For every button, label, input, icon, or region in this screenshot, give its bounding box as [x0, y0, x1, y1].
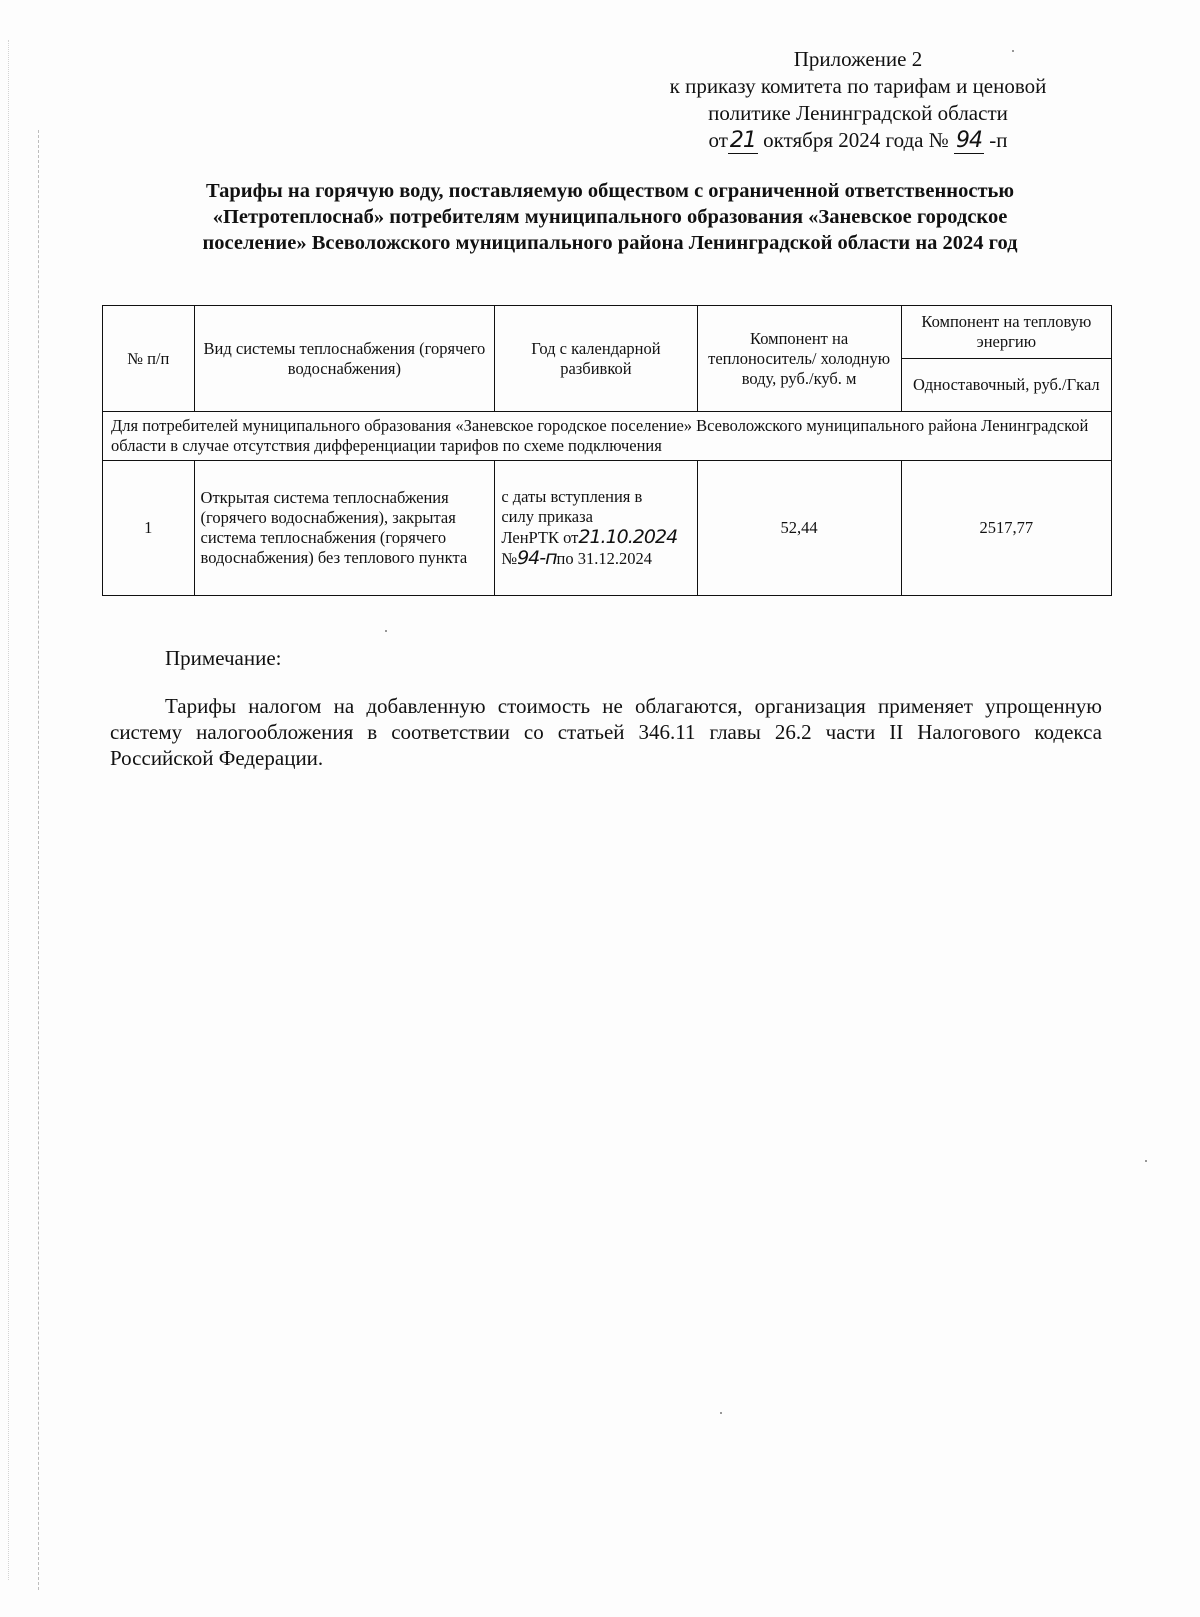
table-header-row	[103, 306, 1112, 359]
order-suffix: -п	[989, 128, 1008, 152]
table-group-row	[103, 412, 1112, 461]
handwritten-day: 21	[729, 128, 756, 153]
date-rest: октября 2024 года №	[763, 128, 949, 152]
row-system: Открытая система теплоснабжения (горячего водоснабжения), закрытая система теплоснабжения (горячего водоснабжения) без теплового пункта	[194, 461, 495, 596]
note-text: Тарифы налогом на добавленную стоимость не облагаются, организация применяет упрощенную систему налогообложения в соответствии со статьей 346.11 главы 26.2 части II Налогового кодекса Российской Федерации.	[110, 694, 1102, 770]
appendix-header	[598, 46, 1118, 154]
header-system: Вид системы теплоснабжения (горячего водоснабжения)	[194, 306, 495, 412]
header-num: № п/п	[103, 306, 195, 412]
header-heat-sub: Одноставочный, руб./Гкал	[901, 359, 1111, 412]
period-line: по 31.12.2024	[556, 549, 652, 568]
period-line: с даты вступления в	[501, 487, 643, 506]
title-line: «Петротеплоснаб» потребителям муниципального образования «Заневское городское	[212, 206, 1008, 228]
scan-speck	[1145, 1160, 1147, 1162]
period-line: ЛенРТК от	[501, 528, 579, 547]
appendix-line: политике Ленинградской области	[708, 101, 1008, 125]
note-label: Примечание:	[165, 646, 282, 670]
header-heat: Компонент на тепловую энергию	[901, 306, 1111, 359]
date-prefix: от	[708, 128, 728, 152]
header-coolant: Компонент на теплоноситель/ холодную воду, руб./куб. м	[697, 306, 901, 412]
title-line: Тарифы на горячую воду, поставляемую обществом с ограниченной ответственностью	[205, 180, 1015, 202]
document-title	[110, 178, 1110, 256]
tariff-table	[102, 305, 1112, 596]
scan-artifact	[38, 130, 39, 1590]
scan-speck	[1012, 50, 1014, 52]
header-year: Год с календарной разбивкой	[495, 306, 697, 412]
group-description: Для потребителей муниципального образования «Заневское городское поселение» Всеволожского муниципального района Ленинградской области в случае отсутствия дифференциации тарифов по схеме подключения	[103, 412, 1112, 461]
handwritten-date: 21.10.2024	[578, 526, 678, 548]
period-line: силу приказа	[501, 507, 593, 526]
scan-speck	[385, 630, 387, 632]
row-heat: 2517,77	[901, 461, 1111, 596]
appendix-line: к приказу комитета по тарифам и ценовой	[669, 74, 1047, 98]
handwritten-number: 94-п	[517, 547, 557, 569]
appendix-date-line	[598, 127, 1118, 154]
title-line: поселение» Всеволожского муниципального района Ленинградской области на 2024 год	[202, 232, 1018, 254]
row-period	[495, 461, 697, 596]
scan-speck	[720, 1412, 722, 1414]
appendix-line: Приложение 2	[793, 47, 923, 71]
row-coolant: 52,44	[697, 461, 901, 596]
row-num: 1	[103, 461, 195, 596]
handwritten-order-number: 94	[956, 128, 983, 153]
scan-artifact	[8, 40, 9, 1580]
period-line: №	[501, 549, 518, 568]
table-row	[103, 461, 1112, 596]
